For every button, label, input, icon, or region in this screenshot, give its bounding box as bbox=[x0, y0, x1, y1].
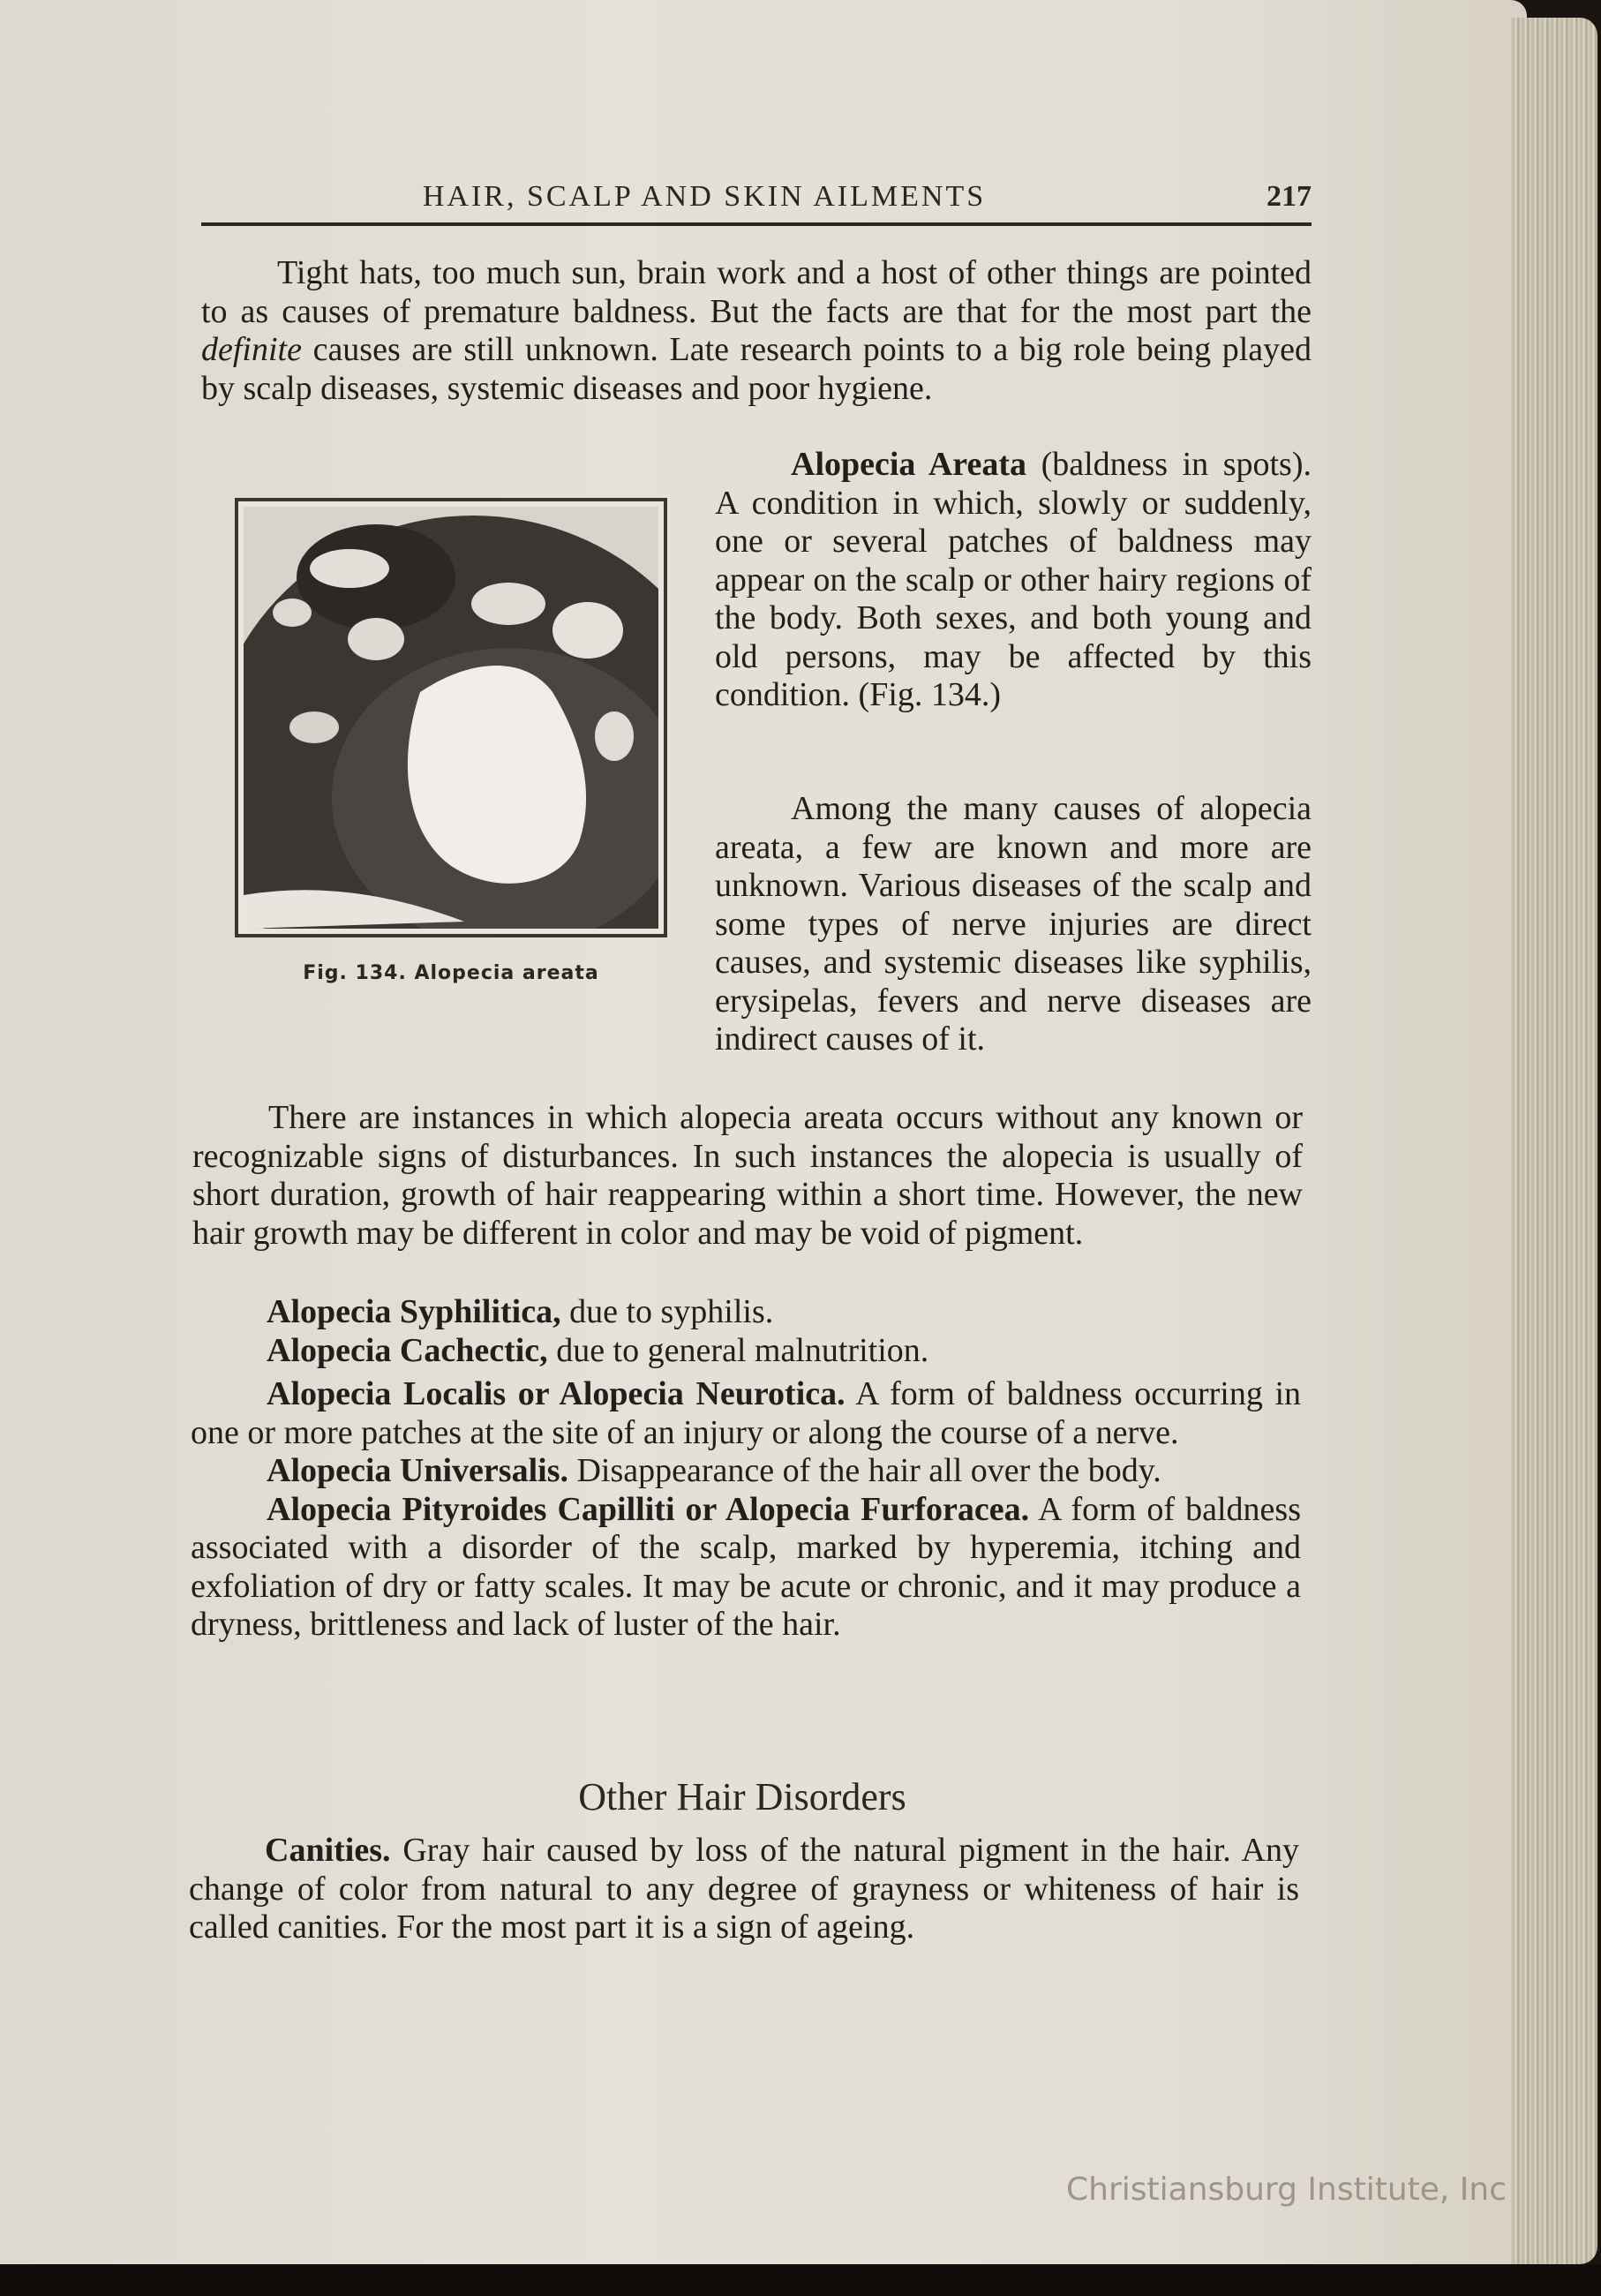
watermark: Christiansburg Institute, Inc bbox=[1066, 2172, 1507, 2208]
term-alopecia-areata: Alopecia Areata bbox=[791, 446, 1027, 483]
definition-localis: Alopecia Localis or Alopecia Neurotica. A form of baldness occurring in one or more patches at the site of an injury or along the course of a nerve. bbox=[191, 1375, 1302, 1451]
instances-paragraph: There are instances in which alopecia areata occurs without any known or recognizable signs of disturbances. In such instances the alopecia is usually of short duration, growth of hair reappearing within a short time. However, the new hair growth may be different in color and may be void of pigment. bbox=[192, 1099, 1303, 1252]
page-stack-edge bbox=[1511, 18, 1597, 2264]
canities-paragraph: Canities. Gray hair caused by loss of the natural pigment in the hair. Any change of color from natural to any degree of grayness or whiteness of hair is called canities. For the most part it is a sign of ageing. bbox=[189, 1832, 1300, 1946]
background-shadow bbox=[0, 2264, 1601, 2296]
definition-syphilitica: Alopecia Syphilitica, due to syphilis. bbox=[267, 1293, 774, 1330]
running-title: HAIR, SCALP AND SKIN AILMENTS bbox=[422, 180, 987, 213]
term-canities: Canities. bbox=[265, 1832, 391, 1869]
section-heading: Other Hair Disorders bbox=[578, 1775, 906, 1818]
definition-list bbox=[191, 1293, 1301, 1645]
definition-universalis: Alopecia Universalis. Disappearance of the hair all over the body. bbox=[267, 1452, 1161, 1489]
alopecia-photo bbox=[244, 507, 658, 929]
figure-caption: Fig. 134. Alopecia areata bbox=[303, 962, 599, 984]
definition-cachectic: Alopecia Cachectic, due to general malnutrition. bbox=[267, 1331, 929, 1369]
areata-paragraph: Alopecia Areata (baldness in spots). A condition in which, slowly or suddenly, one or several patches of baldness may appear on the scalp or other hairy regions of the body. Both sexes, and both young and old persons, may be affected by this condition. (Fig. 134.) bbox=[715, 446, 1312, 713]
running-header bbox=[201, 177, 1312, 226]
areata-causes-paragraph: Among the many causes of alopecia areata, a few are known and more are unknown. Various diseases of the scalp and some types of nerve injuries are direct causes, and systemic diseases like syphilis, erysipelas, fevers and nerve diseases are indirect causes of it. bbox=[715, 790, 1312, 1058]
emphasis-definite: definite bbox=[201, 331, 302, 368]
intro-paragraph: Tight hats, too much sun, brain work and a host of other things are pointed to as causes of premature baldness. But the facts are that for the most part the definite causes are still unknown. Late research points to a big role being played by scalp diseases, systemic diseases and poor hygiene. bbox=[201, 254, 1312, 407]
definition-pityroides: Alopecia Pityroides Capilliti or Alopecia Furforacea. A form of baldness associated with a disorder of the scalp, marked by hyperemia, itching and exfoliation of dry or fatty scales. It may be acute or chronic, and it may produce a dryness, brittleness and lack of luster of the hair. bbox=[191, 1490, 1302, 1643]
figure-134 bbox=[235, 498, 667, 937]
page-number: 217 bbox=[1267, 180, 1312, 213]
